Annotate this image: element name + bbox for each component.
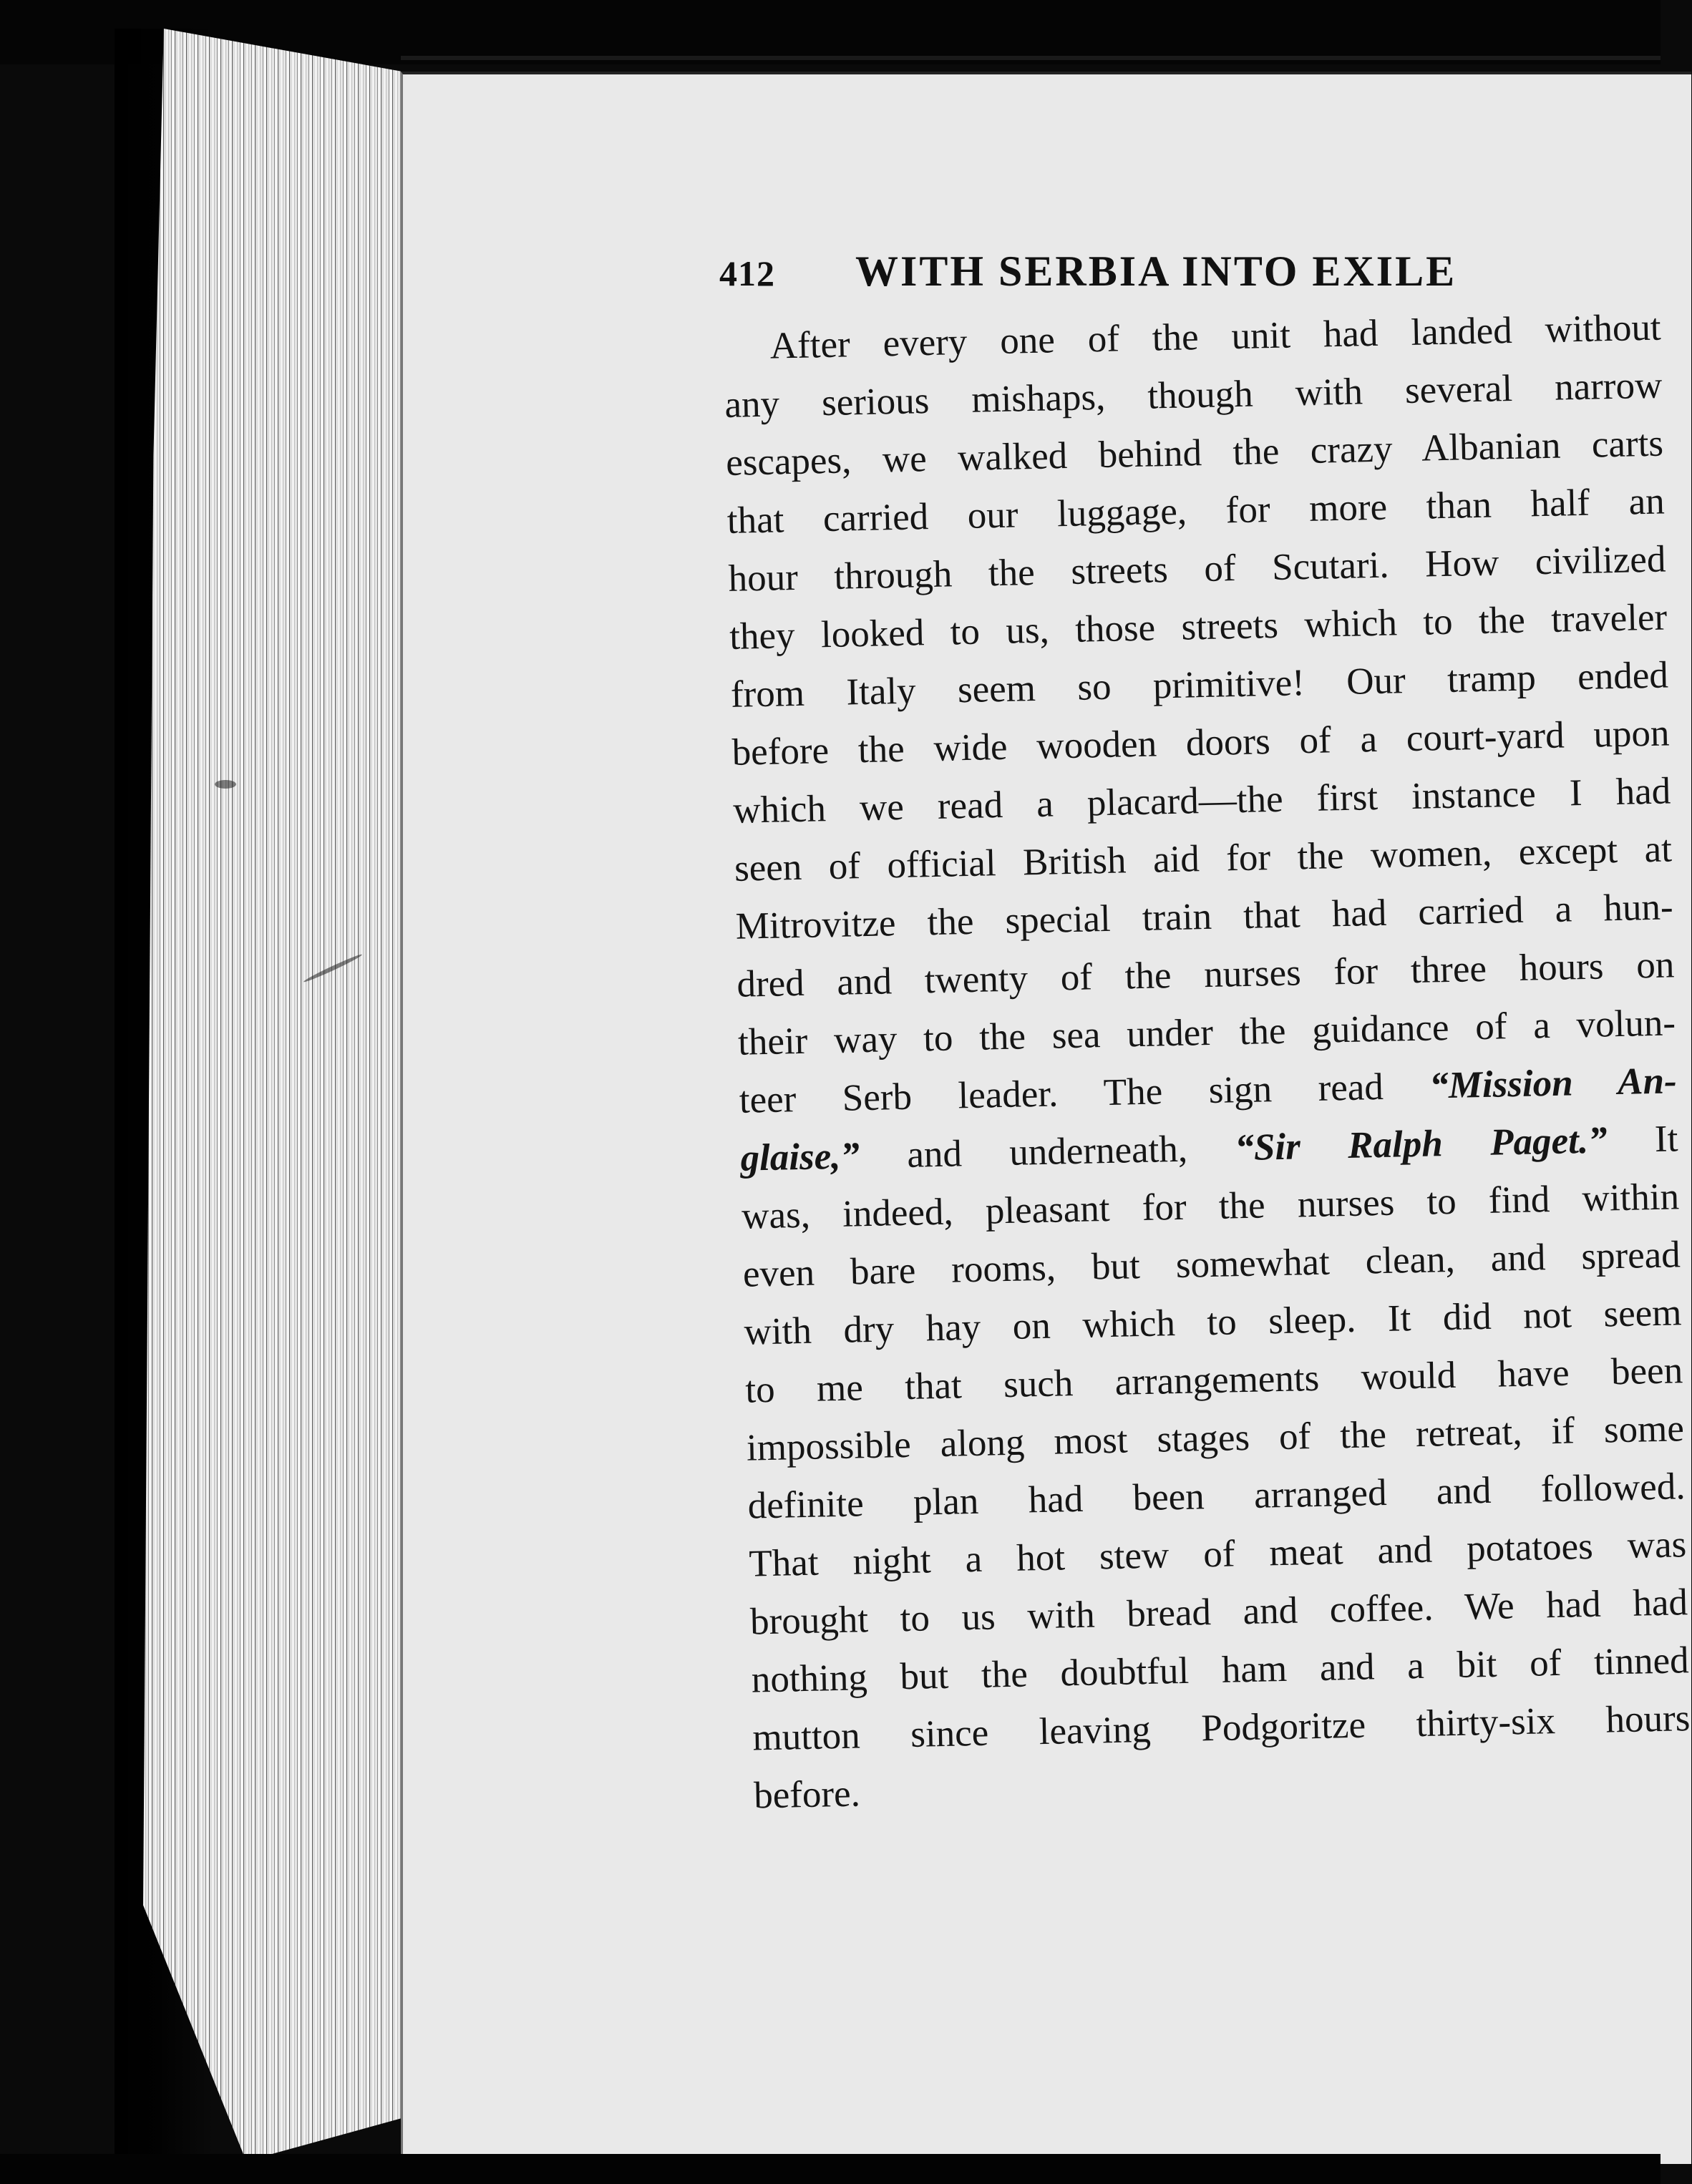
text-line: which we read a placard—the first instance I had <box>732 770 1671 832</box>
text-line: was, indeed, pleasant for the nurses to find within <box>741 1176 1680 1237</box>
text-line: That night a hot stew of meat and potatoes was <box>748 1524 1687 1585</box>
text-line: to me that such arrangements would have been <box>744 1350 1683 1411</box>
text-segment: teer Serb leader. The sign read <box>739 1066 1384 1121</box>
body-text <box>723 299 1692 1825</box>
text-line: their way to the sea under the guidance of a volun- <box>737 1002 1676 1063</box>
text-line: they looked to us, those streets which to the traveler <box>729 596 1668 658</box>
text-line: from Italy seem so primitive! Our tramp ended <box>730 654 1669 716</box>
running-title: WITH SERBIA INTO EXILE <box>855 248 1457 295</box>
page-top-rule <box>401 56 1661 60</box>
italic-quote: “Sir Ralph Paget.” <box>1234 1119 1608 1169</box>
text-line: After every one of the unit had landed without <box>769 306 1662 367</box>
text-line: with dry hay on which to sleep. It did not seem <box>744 1292 1682 1353</box>
text-line: before the wide wooden doors of a court-yard upon <box>731 712 1671 774</box>
ink-smudge <box>215 780 236 789</box>
stacked-page-edges <box>143 29 401 2161</box>
text-line: definite plan had been arranged and followed. <box>747 1466 1686 1527</box>
text-line: hour through the streets of Scutari. How civilized <box>728 538 1666 600</box>
text-line: any serious mishaps, though with several narrow <box>724 364 1663 426</box>
italic-quote: “Mission An- <box>1429 1060 1678 1107</box>
text-line: impossible along most stages of the retreat, if some <box>746 1408 1685 1469</box>
italic-quote: glaise,” <box>739 1135 860 1179</box>
text-segment: It <box>1654 1118 1678 1160</box>
text-line: nothing but the doubtful ham and a bit of tinned <box>751 1639 1690 1701</box>
scan-background-bottom <box>0 2154 1661 2184</box>
text-line: before. <box>753 1773 861 1817</box>
text-line: seen of official British aid for the women, except at <box>734 828 1673 889</box>
text-line: dred and twenty of the nurses for three hours on <box>736 944 1675 1005</box>
text-line: mutton since leaving Podgoritze thirty-six hours <box>752 1697 1691 1759</box>
text-segment: and underneath, <box>906 1128 1188 1176</box>
text-line: Mitrovitze the special train that had carried a hun- <box>735 886 1674 947</box>
text-line: brought to us with bread and coffee. We had had <box>749 1581 1688 1643</box>
page-number: 412 <box>719 253 775 293</box>
text-line: even bare rooms, but somewhat clean, and spread <box>742 1234 1681 1295</box>
text-line: that carried our luggage, for more than half an <box>726 480 1666 542</box>
text-line: escapes, we walked behind the crazy Albanian carts <box>725 422 1664 484</box>
